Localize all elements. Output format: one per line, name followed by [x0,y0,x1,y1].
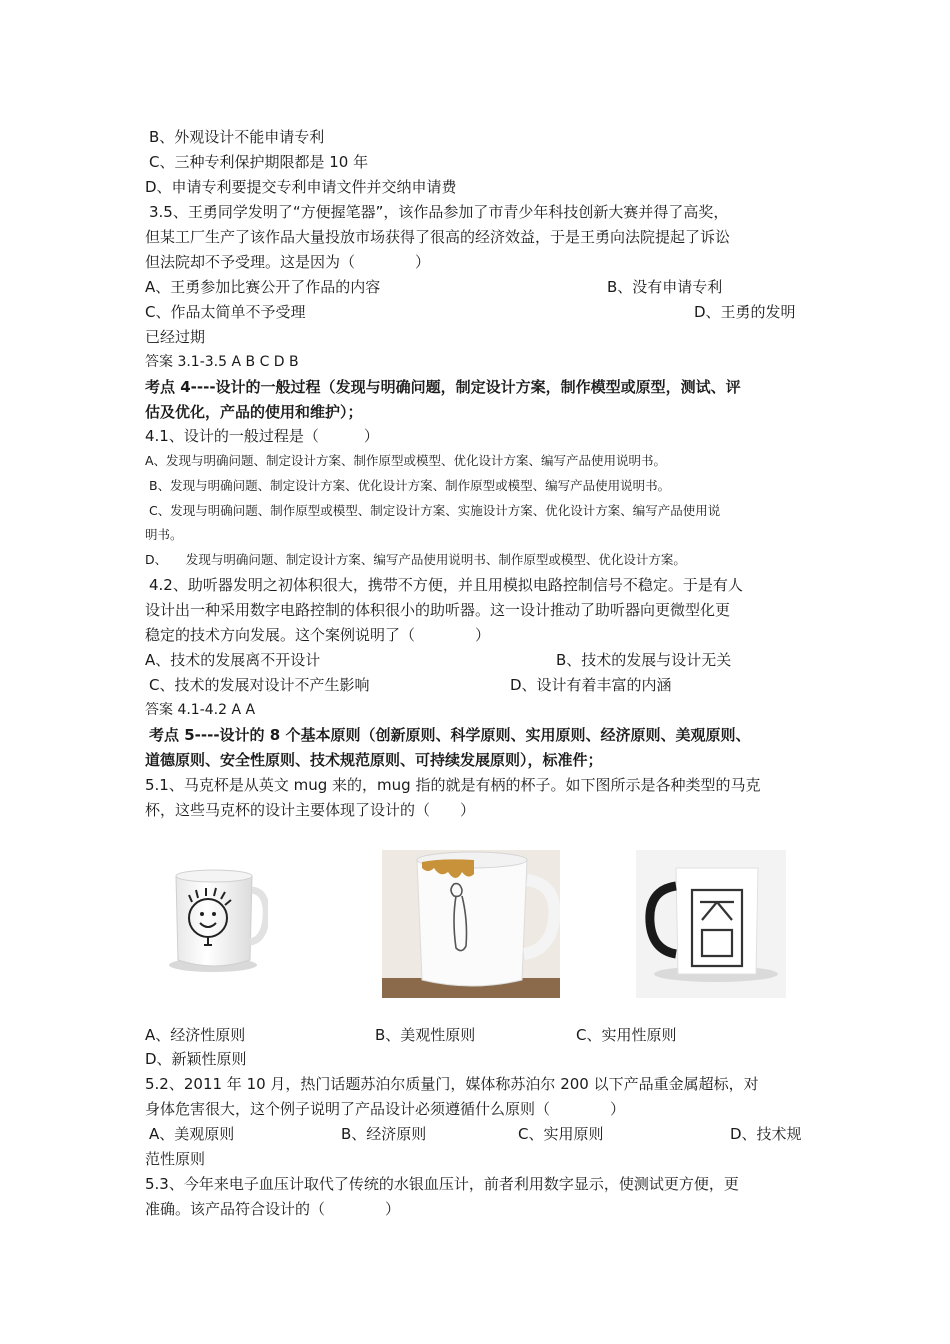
q51-option-d: D、新颖性原则 [145,1050,247,1068]
q52-stem-1: 5.2、2011 年 10 月，热门话题苏泊尔质量门，媒体称苏泊尔 200 以下产品重金属超标，对 [145,1075,759,1093]
q41-option-b: B、发现与明确问题、制定设计方案、优化设计方案、制作原型或模型、编写产品使用说明书。 [149,478,671,493]
q35-stem-3: 但法院却不予受理。这是因为（ ） [145,253,431,271]
q41-option-c-cont: 明书。 [145,527,183,542]
topic4-heading-1: 考点 4----设计的一般过程（发现与明确问题，制定设计方案，制作模型或原型，测试、评 [145,378,741,396]
answer-4: 答案 4.1-4.2 A A [145,702,256,718]
mug-photo-smiley [168,850,268,998]
topic5-heading-2: 道德原则、安全性原则、技术规范原则、可持续发展原则），标准件； [145,751,603,769]
topic4-heading-2: 估及优化，产品的使用和维护）； [145,403,363,421]
q41-option-d: D、 发现与明确问题、制定设计方案、编写产品使用说明书、制作原型或模型、优化设计方案。 [145,552,686,567]
q35-stem-1: 3.5、王勇同学发明了“方便握笔器”，该作品参加了市青少年科技创新大赛并得了高奖， [149,203,729,221]
q42-stem-3: 稳定的技术方向发展。这个案例说明了（ ） [145,626,491,644]
q51-option-b: B、美观性原则 [375,1026,476,1044]
mug-photo-coffee-drip [382,850,560,998]
q53-stem-1: 5.3、今年来电子血压计取代了传统的水银血压计，前者利用数字显示，使测试更方便，更 [145,1175,739,1193]
q42-stem-1: 4.2、助听器发明之初体积很大，携带不方便，并且用模拟电路控制信号不稳定。于是有人 [149,576,743,594]
q3-option-b: B、外观设计不能申请专利 [149,128,325,146]
q35-option-a: A、王勇参加比赛公开了作品的内容 [145,278,381,296]
q35-option-d-cont: 已经过期 [145,328,206,346]
q52-option-b: B、经济原则 [341,1125,427,1143]
q51-stem-2: 杯，这些马克杯的设计主要体现了设计的（ ） [145,801,476,819]
q42-option-a: A、技术的发展离不开设计 [145,651,321,669]
q51-option-c: C、实用性原则 [576,1026,677,1044]
q35-option-c: C、作品太简单不予受理 [145,303,306,321]
q52-option-d: D、技术规 [730,1125,802,1143]
q42-option-b: B、技术的发展与设计无关 [556,651,732,669]
q42-stem-2: 设计出一种采用数字电路控制的体积很小的助听器。这一设计推动了助听器向更微型化更 [145,601,731,619]
topic5-heading-1: 考点 5----设计的 8 个基本原则（创新原则、科学原则、实用原则、经济原则、美观原则、 [149,726,751,744]
q41-option-a: A、发现与明确问题、制定设计方案、制作原型或模型、优化设计方案、编写产品使用说明书。 [145,453,667,468]
q53-stem-2: 准确。该产品符合设计的（ ） [145,1200,401,1218]
q52-option-a: A、美观原则 [149,1125,235,1143]
q42-option-c: C、技术的发展对设计不产生影响 [149,676,370,694]
q41-stem: 4.1、设计的一般过程是（ ） [145,427,379,445]
mug-photo-shadow-glyph [636,850,786,998]
answer-3: 答案 3.1-3.5 A B C D B [145,354,299,370]
q52-option-d-cont: 范性原则 [145,1150,206,1168]
q3-option-c: C、三种专利保护期限都是 10 年 [149,153,369,171]
q42-option-d: D、设计有着丰富的内涵 [510,676,672,694]
q41-option-c: C、发现与明确问题、制作原型或模型、制定设计方案、实施设计方案、优化设计方案、编写产品使用说 [149,503,721,518]
q3-option-d: D、申请专利要提交专利申请文件并交纳申请费 [145,178,457,196]
q51-option-a: A、经济性原则 [145,1026,246,1044]
q35-stem-2: 但某工厂生产了该作品大量投放市场获得了很高的经济效益，于是王勇向法院提起了诉讼 [145,228,731,246]
q52-option-c: C、实用原则 [518,1125,604,1143]
q35-option-b: B、没有申请专利 [607,278,723,296]
q51-stem-1: 5.1、马克杯是从英文 mug 来的，mug 指的就是有柄的杯子。如下图所示是各种类型的马克 [145,776,761,794]
q52-stem-2: 身体危害很大，这个例子说明了产品设计必须遵循什么原则（ ） [145,1100,626,1118]
q35-option-d: D、王勇的发明 [694,303,796,321]
